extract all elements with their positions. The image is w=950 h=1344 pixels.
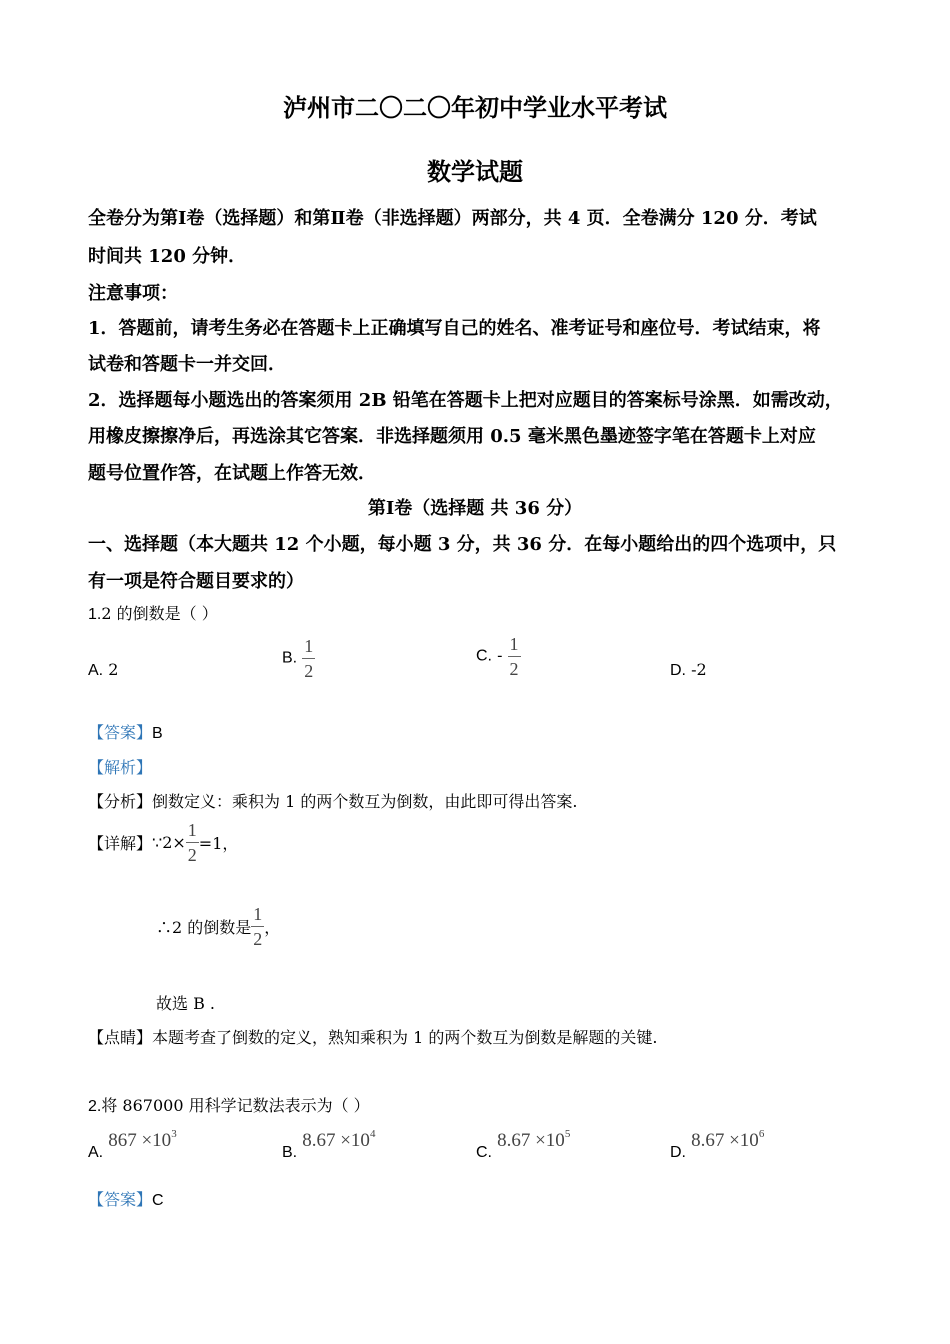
option-label: C. [476,647,492,665]
q1-option-a [88,660,118,680]
fraction: $\frac{1}{2}$ [253,904,263,949]
fraction: $\frac{1}{2}$ [509,634,519,679]
fraction: $\frac{1}{2}$ [304,636,314,681]
fraction: $\frac{1}{2}$ [187,820,197,865]
q1-detail [88,820,238,865]
dianjing-tag: 【点睛】 [88,1028,153,1047]
q1-dianjing [88,1025,657,1048]
sci-notation: $8.67 \times 10^5$ [497,1128,571,1151]
q1-choose: 故选 B . [156,994,216,1013]
q1-analysis-tag: 【解析】 [88,758,153,777]
notice-1-line-1: 1．答题前，请考生务必在答题卡上正确填写自己的姓名、准考证号和座位号．考试结束，将 [88,318,821,339]
option-value: 2 [108,660,119,679]
notice-2-line-2: 用橡皮擦擦净后，再选涂其它答案．非选择题须用 0.5 毫米黑色墨迹签字笔在答题卡上对应 [88,426,816,447]
page-title: 泸州市二〇二〇年初中学业水平考试 [283,93,667,122]
part1-heading: 第Ⅰ卷（选择题 共 36 分） [367,498,583,519]
option-label: B. [282,649,298,667]
answer-value: C [152,1192,164,1209]
section-heading-line-2: 有一项是符合题目要求的） [88,571,304,592]
answer-tag: 【答案】 [88,723,153,742]
q2-option-a [88,1128,177,1161]
option-label: D. [670,662,686,679]
detail-post: =1， [198,834,239,853]
question-2-stem [88,1093,370,1116]
detail-pre: ∵2× [152,833,186,852]
question-text: 将 867000 用科学记数法表示为（ ） [101,1096,370,1115]
question-1-stem [88,601,218,624]
intro-line-1: 全卷分为第Ⅰ卷（选择题）和第Ⅱ卷（非选择题）两部分，共 4 页．全卷满分 120 分．考试 [88,208,817,229]
therefore-pre: ∴2 的倒数是 [156,918,252,937]
q2-option-c [476,1128,571,1161]
sci-notation: $867 \times 10^3$ [108,1128,177,1151]
option-label: B. [282,1144,298,1161]
minus-sign: - [497,647,503,665]
option-label: A. [88,662,104,679]
notice-2-line-3: 题号位置作答，在试题上作答无效． [88,463,376,484]
intro-line-2: 时间共 120 分钟． [88,246,247,267]
sci-notation: $8.67 \times 10^6$ [691,1128,765,1151]
q1-fenxi [88,789,577,812]
fenxi-tag: 【分析】 [88,792,153,811]
q1-option-d [670,660,707,680]
answer-tag: 【答案】 [88,1190,153,1209]
notice-2-line-1: 2．选择题每小题选出的答案须用 2B 铅笔在答题卡上把对应题目的答案标号涂黑．如需改动， [88,390,843,411]
q2-answer [88,1187,164,1210]
q1-therefore [156,904,280,949]
question-text: 2 的倒数是（ ） [101,604,218,623]
question-number: 2. [88,1098,102,1115]
page-subtitle: 数学试题 [427,157,523,186]
notice-heading: 注意事项： [88,283,178,304]
detail-tag: 【详解】 [88,834,153,853]
notice-1-line-2: 试卷和答题卡一并交回． [88,354,286,375]
option-label: A. [88,1144,104,1161]
question-number: 1. [88,606,102,623]
therefore-post: ， [264,918,281,937]
fenxi-text: 倒数定义：乘积为 1 的两个数互为倒数，由此即可得出答案. [152,792,578,811]
q2-option-b [282,1128,376,1161]
q1-answer [88,720,163,743]
option-value: -2 [691,660,707,679]
q2-option-d [670,1128,765,1161]
section-heading-line-1: 一、选择题（本大题共 12 个小题，每小题 3 分，共 36 分．在每小题给出的四个选项中，只 [88,534,837,555]
q1-option-b [282,636,315,681]
option-label: C. [476,1144,492,1161]
answer-value: B [152,725,163,742]
q1-option-c [476,634,521,679]
sci-notation: $8.67 \times 10^4$ [302,1128,376,1151]
option-label: D. [670,1144,686,1161]
dianjing-text: 本题考查了倒数的定义，熟知乘积为 1 的两个数互为倒数是解题的关键. [152,1028,658,1047]
